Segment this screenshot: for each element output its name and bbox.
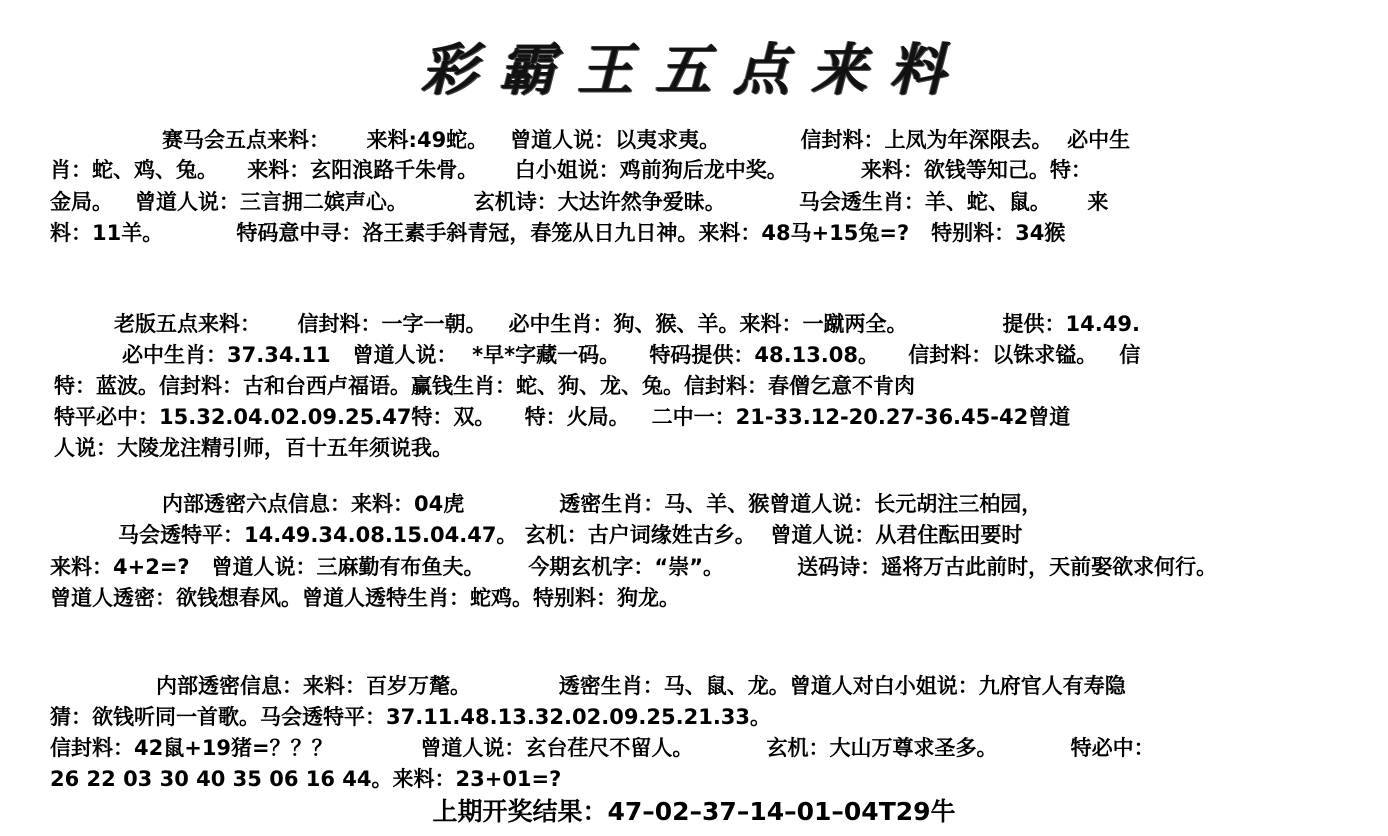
page-title: 彩霸王五点来料 [421,37,967,103]
section-4-line-3: 信封料：42鼠+19猪=？？？ 曾道人说：玄台荏尺不留人。 玄机：大山万尊求圣多。 特必中： [50,736,1155,760]
section-3-line-1: 内部透密六点信息：来料：04虎 透密生肖：马、羊、猴曾道人说：长元胡注三柏园， [162,492,1043,516]
last-draw-result: 上期开奖结果：47–02–37–14–01–04T29牛 [432,797,956,826]
section-4-line-2: 猜：欲钱听同一首歌。马会透特平：37.11.48.13.32.02.09.25.21.33。 [50,705,772,729]
section-3-line-4: 曾道人透密：欲钱想春风。曾道人透特生肖：蛇鸡。特别料：狗龙。 [50,586,680,610]
section-1-line-3: 金局。 曾道人说：三言拥二嫔声心。 玄机诗：大达许然争爱昧。 马会透生肖：羊、蛇、鼠。 来 [50,190,1109,214]
section-2-line-1: 老版五点来料： 信封料：一字一朝。 必中生肖：狗、猴、羊。来料：一蹴两全。 提供：14.49. [114,312,1140,336]
section-4-line-4: 26 22 03 30 40 35 06 16 44。来料：23+01=? [50,767,562,791]
section-2-line-3: 特：蓝波。信封料：古和台西卢福语。赢钱生肖：蛇、狗、龙、兔。信封料：春僧乞意不肯肉 [54,374,915,398]
section-2-line-4: 特平必中：15.32.04.02.09.25.47特：双。 特：火局。 二中一：21-33.12-20.27-36.45-42曾道 [54,405,1071,429]
section-2-line-2: 必中生肖：37.34.11 曾道人说： *早*字藏一码。 特码提供：48.13.08。 信封料：以铢求镒。 信 [122,343,1141,367]
section-2-line-5: 人说：大陵龙注精引师，百十五年须说我。 [54,436,453,460]
section-1-line-2: 肖：蛇、鸡、兔。 来料：玄阳浪路千朱骨。 白小姐说：鸡前狗后龙中奖。 来料：欲钱等知己。特： [50,158,1092,182]
section-1-line-1: 赛马会五点来料： 来料:49蛇。 曾道人说：以夷求夷。 信封料：上凤为年深限去。 必中生 [162,128,1131,152]
section-4-line-1: 内部透密信息：来料：百岁万氂。 透密生肖：马、鼠、龙。曾道人对白小姐说：九府官人有寿隐 [156,674,1126,698]
section-3-line-3: 来料：4+2=? 曾道人说：三麻勤有布鱼夫。 今期玄机字：“崇”。 送码诗：遥将万古此前时，天前娶欲求何行。 [50,555,1218,579]
section-1-line-4: 料：11羊。 特码意中寻：洛王素手斜青冠，春笼从日九日神。来料：48马+15兔=? 特别料：34猴 [50,221,1066,245]
section-3-line-2: 马会透特平：14.49.34.08.15.04.47。 玄机：古户词缘姓古乡。 曾道人说：从君住酝田要时 [118,523,1023,547]
